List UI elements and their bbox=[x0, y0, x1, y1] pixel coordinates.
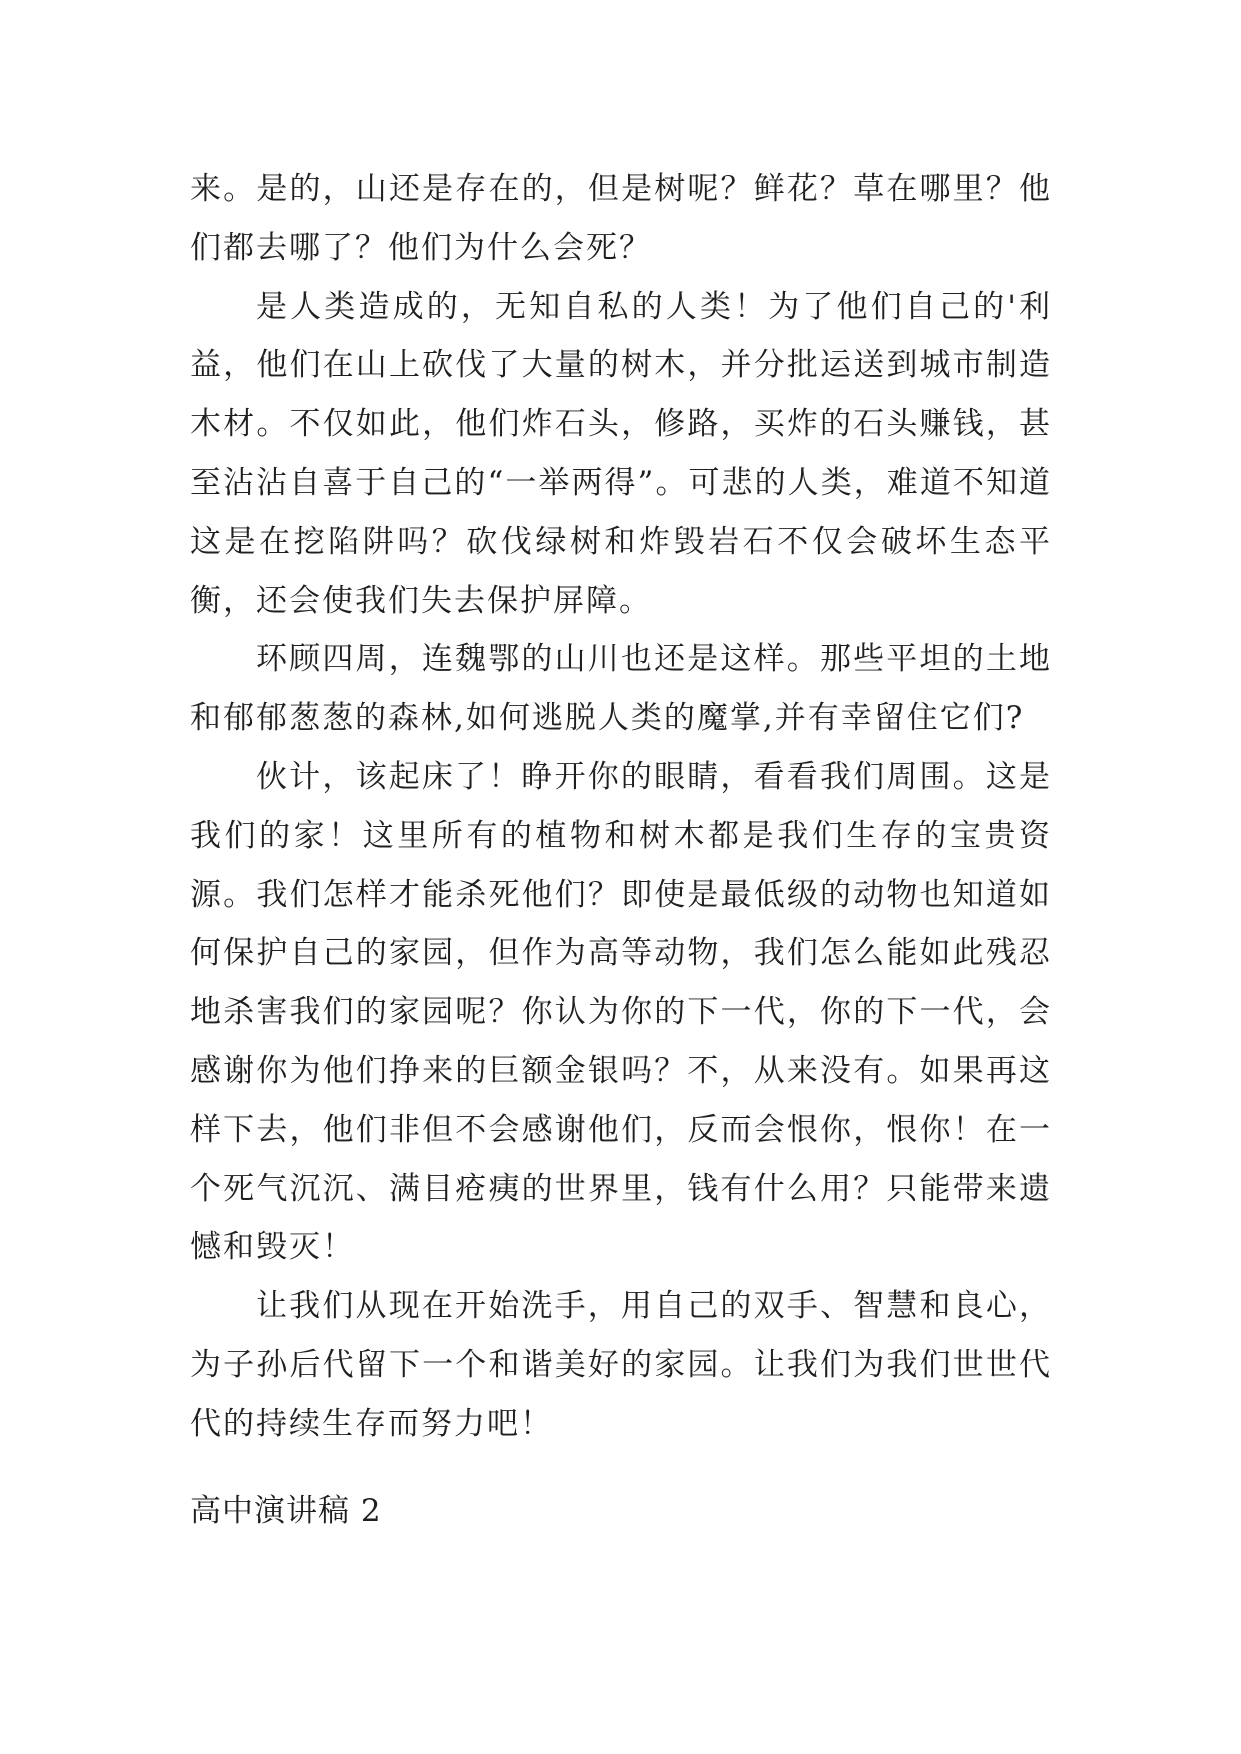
paragraph-call-to-action: 让我们从现在开始洗手，用自己的双手、智慧和良心，为子孙后代留下一个和谐美好的家园。让我们为我们世世代代的持续生存而努力吧！ bbox=[190, 1288, 1052, 1442]
document-body bbox=[190, 160, 1052, 1454]
paragraph-continuation: 来。是的，山还是存在的，但是树呢？鲜花？草在哪里？他们都去哪了？他们为什么会死？ bbox=[190, 171, 1052, 266]
paragraph-human-cause: 是人类造成的，无知自私的人类！为了他们自己的'利益，他们在山上砍伐了大量的树木，并分批运送到城市制造木材。不仅如此，他们炸石头，修路，买炸的石头赚钱，甚至沾沾自喜于自己的“一举两得”。可悲的人类，难道不知道这是在挖陷阱吗？砍伐绿树和炸毁岩石不仅会破坏生态平衡，还会使我们失去保护屏障。 bbox=[190, 288, 1052, 619]
paragraph-wake-up: 伙计，该起床了！睁开你的眼睛，看看我们周围。这是我们的家！这里所有的植物和树木都是我们生存的宝贵资源。我们怎样才能杀死他们？即使是最低级的动物也知道如何保护自己的家园，但作为高等动物，我们怎么能如此残忍地杀害我们的家园呢？你认为你的下一代，你的下一代，会感谢你为他们挣来的巨额金银吗？不，从来没有。如果再这样下去，他们非但不会感谢他们，反而会恨你，恨你！在一个死气沉沉、满目疮痍的世界里，钱有什么用？只能带来遗憾和毁灭！ bbox=[190, 758, 1052, 1266]
paragraph-look-around: 环顾四周，连魏鄂的山川也还是这样。那些平坦的土地和郁郁葱葱的森林,如何逃脱人类的魔掌,并有幸留住它们? bbox=[190, 641, 1052, 737]
section-heading: 高中演讲稿 2 bbox=[190, 1493, 382, 1529]
